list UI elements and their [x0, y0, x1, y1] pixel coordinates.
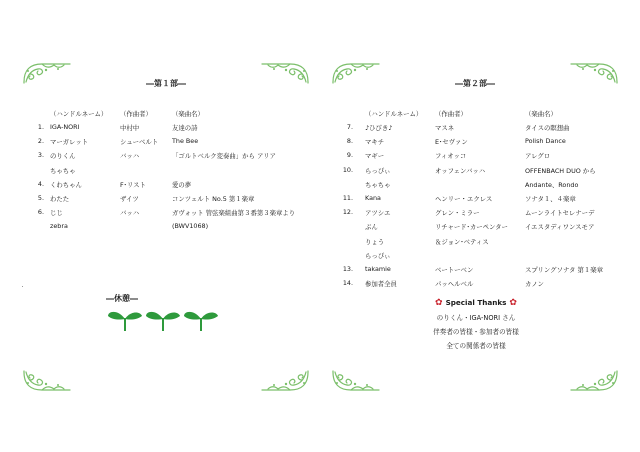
- row-number: 4.: [37, 179, 44, 188]
- row-song: ガヴォット 管弦楽組曲第３番第３楽章より: [172, 209, 296, 218]
- row-number: 7.: [346, 123, 353, 131]
- row-composer: マスネ: [435, 124, 455, 132]
- row-performer: じじ: [50, 209, 63, 218]
- program-row: [30, 137, 300, 146]
- program-row: [30, 123, 300, 132]
- row-song: OFFENBACH DUO から: [525, 166, 596, 175]
- row-number: 1.: [37, 123, 44, 131]
- row-performer: くわちゃん: [50, 180, 82, 189]
- header-composer: （作曲者）: [435, 110, 467, 118]
- row-song: スプリングソナタ 第１楽章: [525, 266, 604, 274]
- special-thanks-title: [381, 298, 571, 308]
- row-number: 9.: [346, 151, 353, 160]
- stray-dot: [22, 286, 23, 287]
- program-row: [30, 208, 300, 217]
- right-panel: [331, 62, 619, 392]
- row-composer: ザイツ: [120, 195, 139, 203]
- part2-title: ―第２部―: [455, 79, 495, 88]
- program-row: [339, 123, 617, 132]
- row-composer: リチャード･カーペンター: [435, 223, 508, 232]
- row-number: 3.: [37, 151, 44, 160]
- header-song: （楽曲名）: [525, 110, 557, 118]
- program-row: [339, 237, 617, 246]
- thanks-line: 全ての関係者の皆様: [446, 342, 506, 350]
- row-song: ムーンライトセレナーデ: [525, 209, 595, 218]
- row-number: 13.: [342, 265, 353, 273]
- ornament-bottom-right-icon: [569, 370, 619, 392]
- row-performer: 参加者全員: [365, 280, 397, 289]
- row-performer: アツシエ: [365, 209, 391, 218]
- row-song: 愛の夢: [172, 180, 192, 189]
- part2-header: [339, 109, 617, 118]
- row-number: 10.: [342, 165, 353, 174]
- ornament-bottom-left-icon: [331, 370, 381, 392]
- row-number: 11.: [342, 194, 353, 202]
- header-name: （ハンドルネーム）: [50, 110, 108, 118]
- row-number: 6.: [37, 208, 44, 217]
- row-number: 12.: [342, 208, 353, 217]
- program-row: [30, 194, 300, 203]
- program-row: [339, 251, 617, 260]
- header-name: （ハンドルネーム）: [365, 110, 423, 118]
- program-row: [339, 137, 617, 146]
- row-performer: らっぴぃ: [365, 166, 391, 175]
- row-composer: シューベルト: [120, 138, 159, 147]
- row-performer: takamie: [365, 265, 391, 273]
- intermission-title: ―休憩―: [106, 294, 138, 303]
- row-composer: パッヘルベル: [435, 280, 474, 289]
- row-song: コンツェルト No.5 第１楽章: [172, 195, 255, 203]
- row-song: ソナタ１、４楽章: [525, 195, 576, 203]
- row-composer: オッフェンバッハ: [435, 166, 486, 175]
- row-composer: グレン・ミラー: [435, 209, 480, 218]
- row-composer: 中村中: [120, 124, 140, 132]
- row-number: 8.: [346, 137, 353, 146]
- row-song: (BWV1068): [172, 222, 209, 231]
- row-performer: のりくん: [50, 152, 76, 161]
- thanks-line: のりくん・IGA-NORI さん: [436, 314, 516, 322]
- row-performer: ちゃちゃ: [50, 166, 76, 175]
- row-song: Polish Dance: [525, 137, 566, 146]
- program-row: [339, 279, 617, 288]
- row-composer: バッハ: [120, 209, 140, 218]
- row-performer: ♪ひびき♪: [365, 124, 393, 132]
- row-song: タイスの瞑想曲: [525, 124, 570, 132]
- row-performer: マーガレット: [50, 138, 89, 147]
- row-composer: フィオッコ: [435, 152, 467, 161]
- left-panel: [22, 62, 310, 392]
- header-composer: （作曲者）: [120, 110, 152, 118]
- row-song: 友達の詩: [172, 124, 198, 132]
- row-song: Andante、Rondo: [525, 180, 579, 189]
- row-number: 5.: [37, 194, 44, 202]
- row-song: The Bee: [172, 137, 199, 146]
- part1-title: ―第１部―: [146, 79, 186, 88]
- row-composer: E･セヴァン: [435, 138, 468, 147]
- thanks-line: 伴奏者の皆様・参加者の皆様: [433, 328, 519, 336]
- row-song: イエスタディワンスモア: [525, 223, 595, 232]
- program-row: [30, 151, 300, 160]
- program-row: [339, 265, 617, 274]
- row-performer: わたた: [50, 195, 70, 203]
- row-song: アレグロ: [525, 152, 551, 161]
- row-composer: F･リスト: [120, 180, 146, 189]
- row-performer: IGA-NORI: [50, 123, 80, 131]
- row-performer: マギー: [365, 152, 385, 161]
- program-row: [30, 222, 300, 231]
- sprouts-icon: [106, 305, 220, 333]
- program-row: [30, 166, 300, 175]
- row-number: 14.: [342, 279, 353, 288]
- row-composer: ヘンリー・エクレス: [435, 195, 493, 203]
- row-performer: Kana: [365, 194, 381, 202]
- row-composer: ＆ジョン･ベティス: [435, 237, 489, 246]
- row-song: カノン: [525, 280, 544, 289]
- special-thanks-label: Special Thanks: [445, 298, 507, 307]
- program-row: [339, 166, 617, 175]
- row-composer: バッハ: [120, 152, 140, 161]
- program-row: [339, 222, 617, 231]
- header-song: （楽曲名）: [172, 110, 204, 118]
- part1-header: [30, 109, 300, 118]
- row-performer: ぶん: [365, 223, 378, 232]
- flower-icon: ✿: [509, 298, 517, 308]
- row-song: 「ゴルトベルク変奏曲」から アリア: [172, 152, 276, 161]
- row-number: 2.: [37, 137, 44, 146]
- row-performer: zebra: [50, 222, 68, 231]
- ornament-bottom-left-icon: [22, 370, 72, 392]
- program-row: [339, 151, 617, 160]
- row-performer: マキチ: [365, 138, 385, 147]
- ornament-bottom-right-icon: [260, 370, 310, 392]
- row-performer: りょう: [365, 237, 385, 246]
- program-row: [30, 180, 300, 189]
- flower-icon: ✿: [435, 298, 443, 308]
- row-performer: ちゃちゃ: [365, 180, 391, 189]
- row-composer: ベートーベン: [435, 266, 474, 274]
- program-row: [339, 180, 617, 189]
- row-performer: らっぴぃ: [365, 251, 391, 260]
- program-row: [339, 194, 617, 203]
- program-row: [339, 208, 617, 217]
